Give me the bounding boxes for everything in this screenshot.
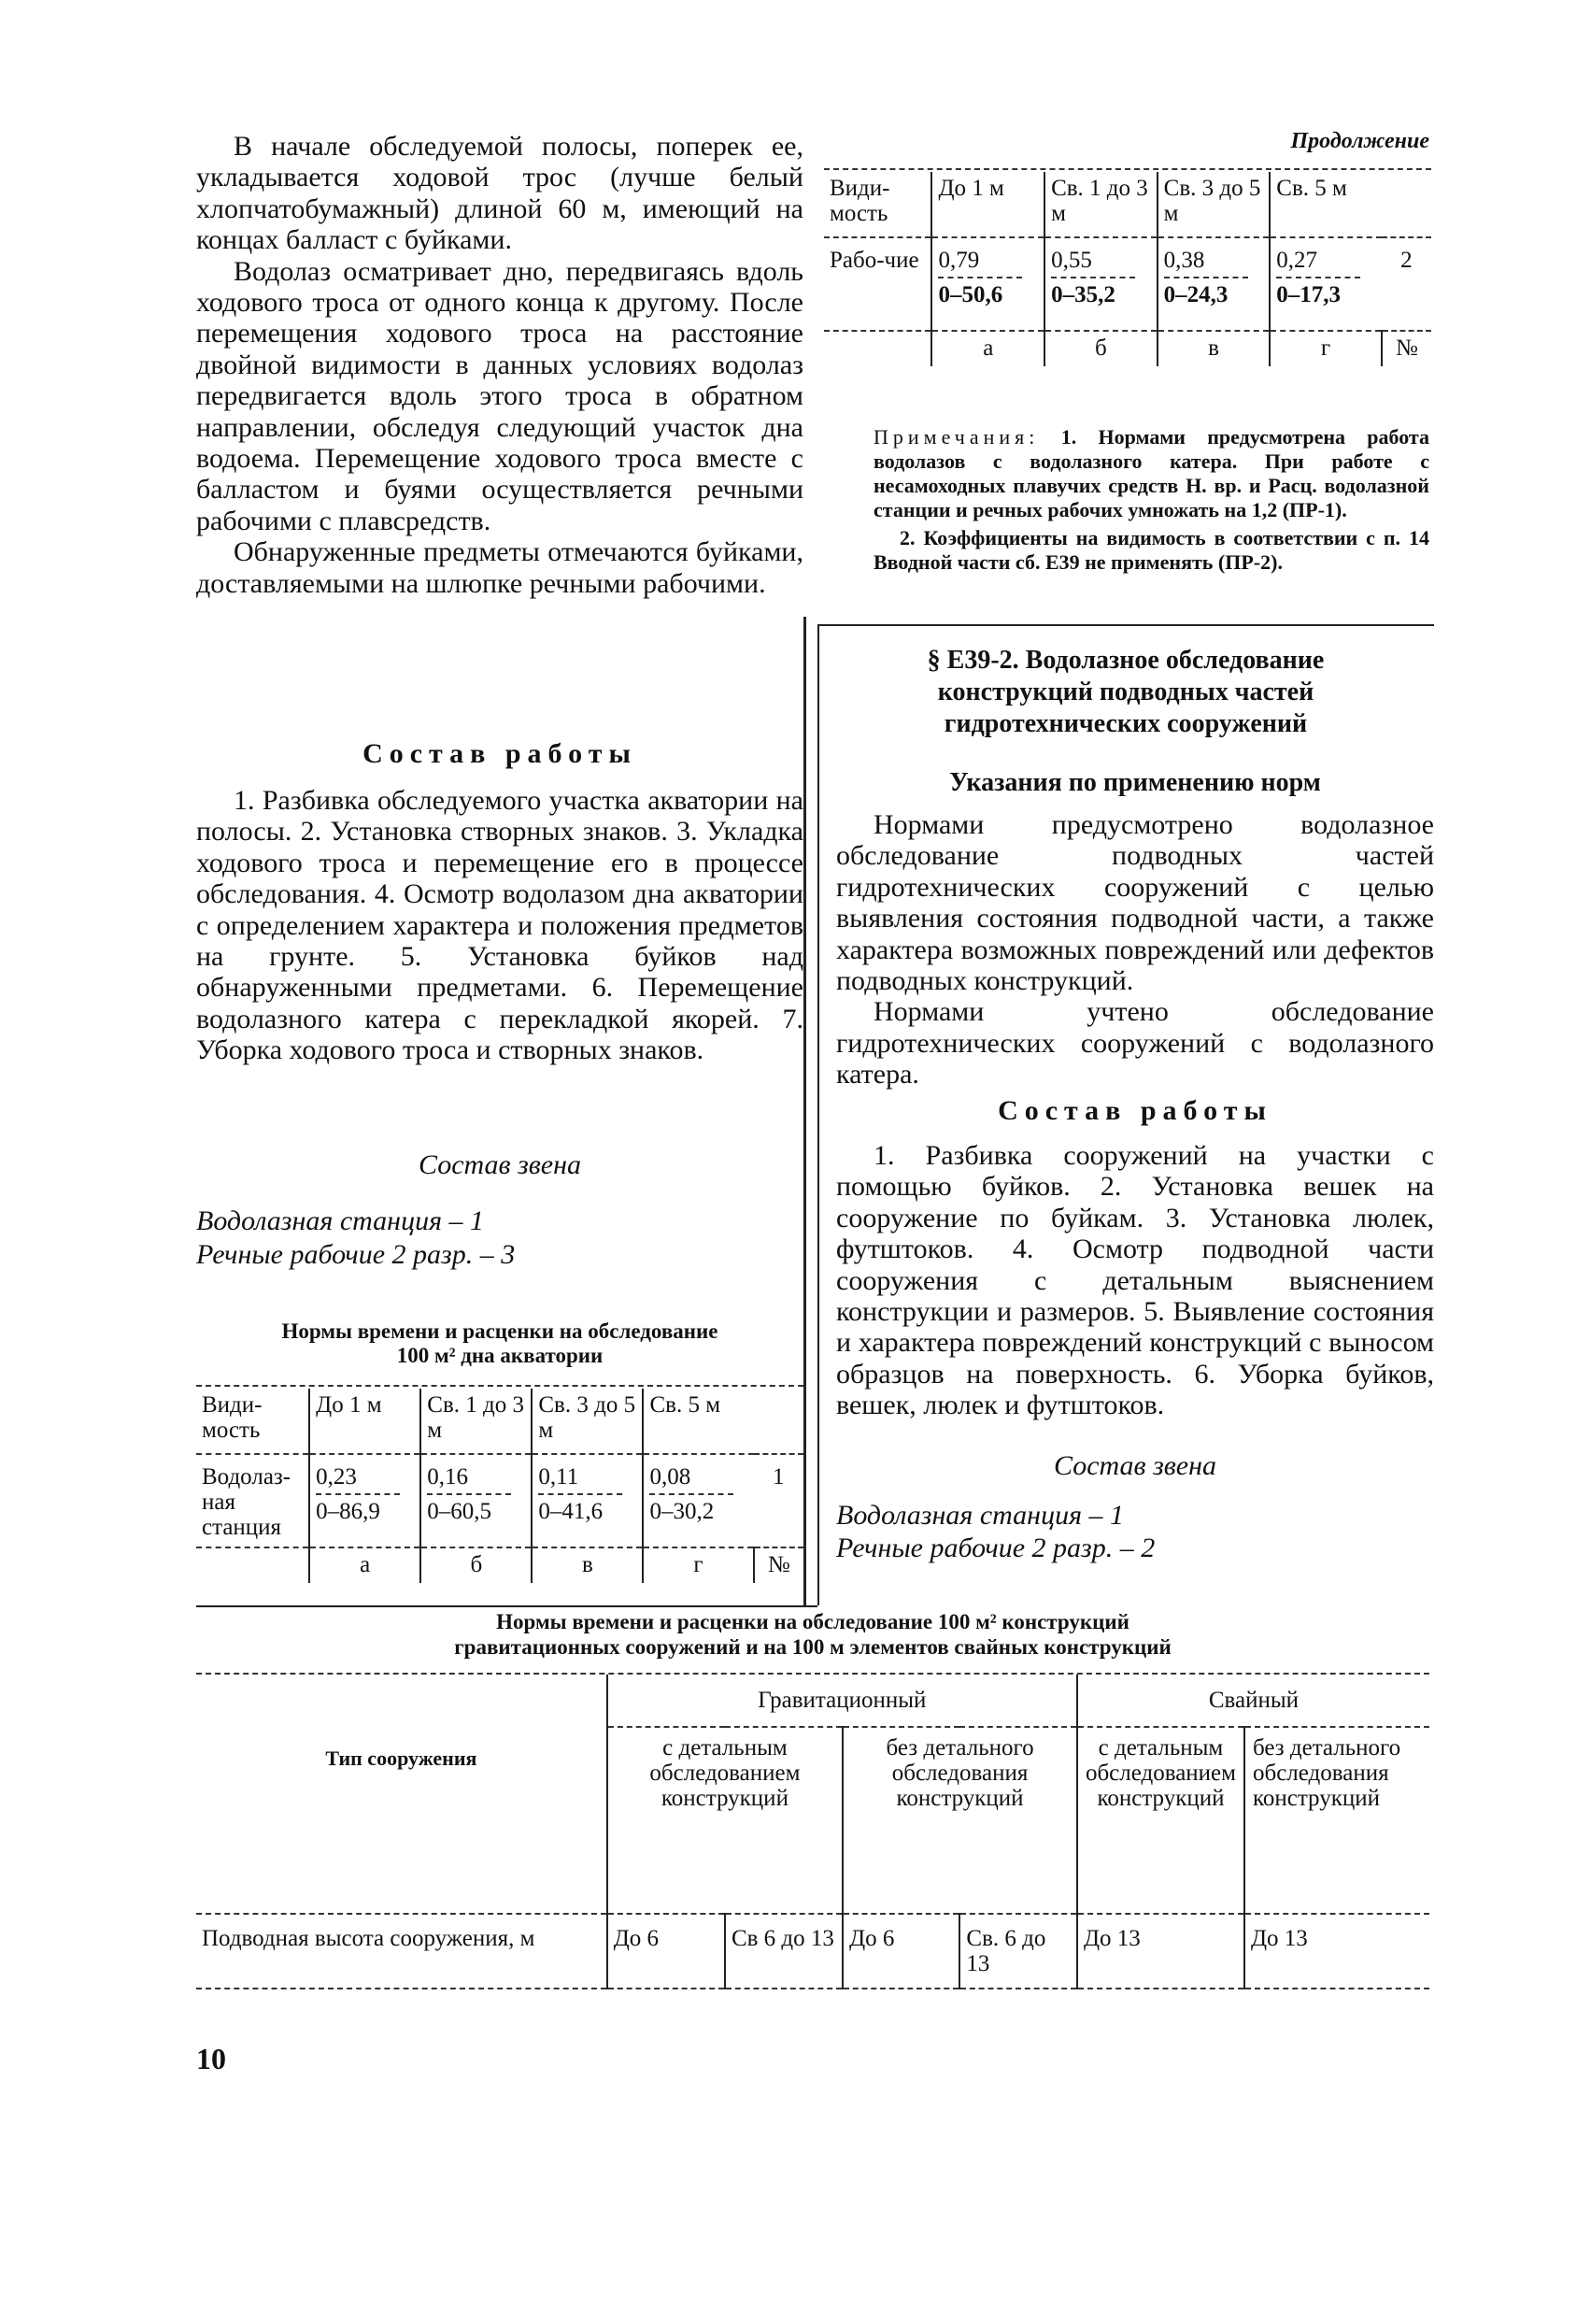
row-number: 2 xyxy=(1400,248,1413,273)
header-col-a: До 1 м xyxy=(309,1389,420,1454)
table-row xyxy=(196,1914,1429,1989)
rate-value: 0–24,3 xyxy=(1163,282,1229,307)
letter-b: б xyxy=(420,1547,532,1583)
pile-header: Свайный xyxy=(1077,1675,1429,1727)
header-col-b: Св. 1 до 3 м xyxy=(420,1389,532,1454)
height-value-5: До 13 xyxy=(1077,1914,1244,1989)
norm-value: 0,38 xyxy=(1164,248,1248,278)
left-paragraph-3: Обнаруженные предметы отмечаются буйками, доставляемыми на шлюпке речными рабочими. xyxy=(196,536,803,599)
cell-b xyxy=(420,1454,532,1547)
letter-no: № xyxy=(1382,331,1431,366)
right-crew-title: Состав звена xyxy=(1053,1450,1216,1481)
right-work-block xyxy=(836,1140,1434,1421)
page-number: 10 xyxy=(196,2042,226,2075)
header-col-b: Св. 1 до 3 м xyxy=(1044,172,1158,237)
rate-value: 0–41,6 xyxy=(538,1499,604,1524)
norm-value: 0,08 xyxy=(649,1464,733,1495)
left-work-title: Состав работы xyxy=(362,738,637,769)
column-divider-left xyxy=(803,617,806,1607)
left-paragraph-1: В начале обследуемой полосы, поперек ее, укладывается ходовой трос (лучше белый хлопчатобумажный) длиной 60 м, имеющий на концах балласт с буйками. xyxy=(196,131,803,256)
letter-a: а xyxy=(931,331,1044,366)
right-crew-diver: Водолазная станция – 1 xyxy=(836,1500,1125,1531)
height-value-4: Св. 6 до 13 xyxy=(959,1914,1077,1989)
left-paragraph-2: Водолаз осматривает дно, передвигаясь вдоль ходового троса от одного конца к другому. После перемещения ходового троса на расстояние двойной видимости в данных условиях водолаз передвигается вдоль этого троса в обратном направлении, обследуя следующий участок дна водоема. Перемещение ходового троса вместе с балластом и буями осуществляется речными рабочими с плавсредств. xyxy=(196,255,803,536)
rate-value: 0–35,2 xyxy=(1051,282,1115,307)
type-header-label: Тип сооружения xyxy=(325,1747,477,1770)
rate-value: 0–17,3 xyxy=(1276,282,1342,307)
norm-value: 0,27 xyxy=(1276,248,1360,278)
header-col-a: До 1 м xyxy=(931,172,1044,237)
letter-b: б xyxy=(1044,331,1158,366)
right-norms-table xyxy=(824,172,1431,366)
letter-empty xyxy=(824,331,931,366)
header-col-d: Св. 5 м xyxy=(1270,172,1382,237)
rate-value: 0–60,5 xyxy=(427,1499,492,1524)
header-col-d: Св. 5 м xyxy=(643,1389,753,1454)
rate-value: 0–86,9 xyxy=(316,1499,380,1524)
height-value-1: До 6 xyxy=(607,1914,725,1989)
right-work-title: Состав работы xyxy=(998,1095,1272,1126)
pile-detailed: с детальным обследованием конструкций xyxy=(1077,1727,1244,1914)
table-row xyxy=(824,237,1431,331)
height-value-3: До 6 xyxy=(843,1914,959,1989)
pile-not-detailed: без детального обследования конструкций xyxy=(1244,1727,1429,1914)
left-table-title xyxy=(196,1319,803,1368)
guide-paragraph-1: Нормами предусмотрено водолазное обследование подводных частей гидротехнических сооружений с целью выявления состояния подводной части, а также характера возможных повреждений или дефектов подводных конструкций. xyxy=(836,809,1434,997)
guide-paragraph-2: Нормами учтено обследование гидротехнических сооружений с водолазного катера. xyxy=(836,996,1434,1091)
header-visibility: Види-мость xyxy=(830,176,890,226)
left-crew-workers: Речные рабочие 2 разр. – 3 xyxy=(196,1239,516,1270)
left-column xyxy=(196,131,803,599)
left-table-title-line1: Нормы времени и расценки на обследование xyxy=(281,1319,718,1343)
letter-c: в xyxy=(532,1547,643,1583)
right-section-top-rule xyxy=(817,624,1434,626)
header-col-c: Св. 3 до 5 м xyxy=(1158,172,1271,237)
left-table-title-line2: 100 м² дна акватории xyxy=(396,1344,604,1367)
cell-d xyxy=(1270,237,1382,331)
table-row xyxy=(196,1454,803,1547)
note-1-text: 1. Нормами предусмотрена работа водолазов с водолазного катера. При работе с несамоходных плавучих средств Н. вр. и Расц. водолазной станции и речных рабочих умножать на 1,2 (ПР-1). xyxy=(874,425,1430,521)
header-no xyxy=(754,1389,803,1454)
cell-b xyxy=(1044,237,1158,331)
left-table-top-rule xyxy=(196,1385,803,1387)
notes-label: Примечания: xyxy=(874,425,1040,449)
cell-c xyxy=(532,1454,643,1547)
table-column-letters xyxy=(196,1547,803,1583)
table-column-letters xyxy=(824,331,1431,366)
gravity-header: Гравитационный xyxy=(607,1675,1077,1727)
letter-a: а xyxy=(309,1547,420,1583)
cell-a xyxy=(309,1454,420,1547)
height-label: Подводная высота сооружения, м xyxy=(202,1926,535,1951)
height-value-6: До 13 xyxy=(1244,1914,1429,1989)
table-header-row xyxy=(824,172,1431,237)
norm-value: 0,16 xyxy=(427,1464,511,1495)
norm-value: 0,23 xyxy=(316,1464,400,1495)
letter-empty xyxy=(196,1547,309,1583)
right-work-text: 1. Разбивка сооружений на участки с помощью буйков. 2. Установка вешек на сооружение по буйкам. 3. Установка люлек, футштоков. 4. Осмотр подводной части сооружения с детальным выяснением конструкции и размеров. 5. Выявление состояния и характера повреждений конструкций с выносом образцов на поверхность. 6. Уборка буйков, вешек, люлек и футштоков. xyxy=(836,1140,1434,1421)
right-notes xyxy=(874,425,1429,575)
bottom-norms-table xyxy=(196,1675,1429,1989)
left-work-text: 1. Разбивка обследуемого участка акватории на полосы. 2. Установка створных знаков. 3. Укладка ходового троса и перемещение его в процессе обследования. 4. Осмотр водолазом дна акватории с определением характера и положения предметов на грунте. 5. Установка буйков над обнаруженными предметами. 6. Перемещение водолазного катера с перекладкой якорей. 7. Уборка ходового троса и створных знаков. xyxy=(196,785,803,1066)
bottom-table-top-rule xyxy=(196,1605,817,1607)
cell-c xyxy=(1158,237,1271,331)
right-crew-workers: Речные рабочие 2 разр. – 2 xyxy=(836,1533,1156,1563)
header-visibility: Види-мость xyxy=(202,1392,263,1443)
rate-value: 0–30,2 xyxy=(649,1499,715,1524)
letter-no: № xyxy=(754,1547,803,1583)
left-work-text-block xyxy=(196,785,803,1066)
bottom-table-title-line2: гравитационных сооружений и на 100 м элементов свайных конструкций xyxy=(454,1635,1172,1659)
right-table-top-rule xyxy=(824,168,1431,170)
bottom-table-title-line1: Нормы времени и расценки на обследование 100 м² конструкций xyxy=(496,1610,1129,1633)
letter-d: г xyxy=(1270,331,1382,366)
note-1 xyxy=(874,425,1429,522)
row-number: 1 xyxy=(773,1464,785,1490)
row-label-diver: Водолаз-ная станция xyxy=(202,1464,291,1540)
type-header xyxy=(196,1675,607,1914)
bottom-header-row-1 xyxy=(196,1675,1429,1727)
cell-d xyxy=(643,1454,753,1547)
norm-value: 0,79 xyxy=(938,248,1022,278)
guide-title: Указания по применению норм xyxy=(949,768,1321,797)
cell-a xyxy=(931,237,1044,331)
left-crew-diver: Водолазная станция – 1 xyxy=(196,1205,485,1236)
bottom-table-title xyxy=(196,1609,1429,1660)
header-no xyxy=(1382,172,1431,237)
height-value-2: Св 6 до 13 xyxy=(725,1914,843,1989)
column-divider-right xyxy=(817,624,819,1605)
header-col-c: Св. 3 до 5 м xyxy=(532,1389,643,1454)
section-title: § Е39-2. Водолазное обследование конструкций подводных частей гидротехнических сооружений xyxy=(927,646,1325,738)
row-label-workers: Рабо-чие xyxy=(830,248,919,273)
norm-value: 0,55 xyxy=(1051,248,1135,278)
letter-d: г xyxy=(643,1547,753,1583)
gravity-detailed: с детальным обследованием конструкций xyxy=(607,1727,843,1914)
continued-label: Продолжение xyxy=(1290,129,1429,153)
gravity-not-detailed: без детального обследования конструкций xyxy=(843,1727,1077,1914)
table-header-row xyxy=(196,1389,803,1454)
letter-c: в xyxy=(1158,331,1271,366)
right-guide-block xyxy=(836,809,1434,1091)
rate-value: 0–50,6 xyxy=(938,282,1003,307)
left-crew-title: Состав звена xyxy=(418,1149,581,1180)
norm-value: 0,11 xyxy=(538,1464,622,1495)
left-norms-table xyxy=(196,1389,803,1583)
note-2: 2. Коэффициенты на видимость в соответствии с п. 14 Вводной части сб. Е39 не применять (ПР-2). xyxy=(874,526,1429,574)
